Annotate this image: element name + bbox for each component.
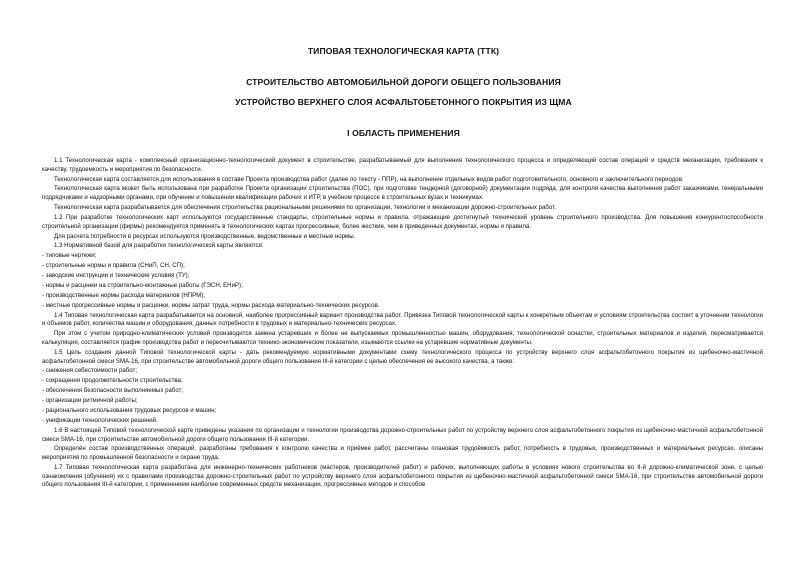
paragraph: Технологическая карта составляется для использования в составе Проекта производства работ (далее по тексту - ППР), на выполнение отдельных видов работ подготовительного, основного и заключительного периодов. [54,175,684,183]
list-item: - типовые чертежи; [42,252,97,260]
paragraph-1-4: 1.4 Типовая технологическая карта разрабатывается на основной, наиболее прогрессивный вариант производства работ. Привязка Типовой технологической карты к конкретным объектам и условиям строительства состоит в уточнении технологии и объемов работ, количества машин и оборудования, данных потребности в трудовых и материально-технических ресурсах. [42,311,763,328]
list-item: - обеспечения безопасности выполняемых работ; [42,387,184,395]
list-item: - местные прогрессивные нормы и расценки, нормы затрат труда, нормы расхода материально-технических ресурсов. [42,301,380,309]
paragraph-1-1: 1.1 Технологическая карта - комплексный организационно-технологический документ в строительстве, разрабатываемый для выполнения технологического процесса и определяющий состав операций и средств механизации, требования к качеству, трудоемкость и мероприятия по безопасности. [42,157,763,173]
section-heading: I ОБЛАСТЬ ПРИМЕНЕНИЯ [347,128,460,138]
list-item: - рационального использования трудовых ресурсов и машин; [42,407,217,415]
paragraph: Определён состав производственных операций, разработаны требования к контролю качества и приёмке работ, рассчитаны плановая трудоёмкость работ, потребность в трудовых, производственных и материальных ресурсах, описаны мероприятия по промышленной безопасности и охране труда. [42,445,763,462]
paragraph: Для расчета потребности в ресурсах используются производственные, ведомственные и местные нормы. [54,232,356,240]
list-item: - заводские инструкции и технические условия (ТУ); [42,272,190,280]
document-subtitle-layer: УСТРОЙСТВО ВЕРХНЕГО СЛОЯ АСФАЛЬТОБЕТОННОГО ПОКРЫТИЯ ИЗ ЩМА [235,97,572,107]
paragraph: При этом с учетом природно-климатических условий производится замена устаревших и более не выпускаемых промышленностью машин, оборудования, технологической оснастки, строительных материалов и изделий, пересматривается калькуляция, составляется график производства работ и пересчитываются технико-экономические показатели, изымаются ссылки на устаревшие нормативные документы. [42,330,763,346]
paragraph: Технологическая карта может быть использована при разработке Проекта организации строительства (ПОС), при подготовке тендерной (договорной) документации подряда, для контроля качества выполнения работ заказчиками, генеральными подрядчиками и надзорными органами, при обучении и повышении квалификации рабочих и ИТР, в учебном процессе в строительных вузах и техникумах. [42,185,763,202]
document-title: ТИПОВАЯ ТЕХНОЛОГИЧЕСКАЯ КАРТА (ТТК) [307,46,500,56]
paragraph: Технологическая карта разрабатывается для обеспечения строительства рациональными решениями по организации, технологии и механизации дорожно-строительных работ. [54,204,556,212]
list-item: - производственные нормы расхода материалов (НПРМ); [42,291,205,299]
list-item: - нормы и расценки на строительно-монтажные работы (ГЭСН, ЕНиР); [42,282,243,290]
paragraph-1-2: 1.2 При разработке технологических карт используются государственные стандарты, строительные нормы и правила, отражающие достигнутый технический уровень строительного производства. Для повышения конкурентоспособности строительной организации (фирмы) рекомендуется применять в технологических картах прогрессивные, более жесткие, чем в приведенных документах, нормы и правила. [42,213,763,230]
list-item: - строительные нормы и правила (СНиП, СН, СП); [42,262,185,270]
paragraph-1-6: 1.6 В настоящей Типовой технологической карте приведены указания по организации и технологии производства дорожно-строительных работ по устройству верхнего слоя асфальтобетонного покрытия из щебеночно-мастичной асфальтобетонной смеси SMA-16, при строительстве автомобильной дороги общего пользования III-й категории. [42,426,763,443]
paragraph-1-5: 1.5 Цель создания данной Типовой технологической карты - дать рекомендуемую нормативными документами схему технологического процесса по устройству верхнего слоя асфальтобетонного покрытия из щебеночно-мастичной асфальтобетонной смеси SMA-16, при строительстве автомобильной дороги общего пользования III-й категории с целью обеспечения ее высокого качества, а также: [42,348,763,365]
document-subtitle-road: СТРОИТЕЛЬСТВО АВТОМОБИЛЬНОЙ ДОРОГИ ОБЩЕГО ПОЛЬЗОВАНИЯ [246,77,561,87]
list-item: - организации ритмичной работы; [42,397,138,405]
list-item: - унификации технологических решений. [42,416,158,424]
paragraph-1-7: 1.7 Типовая технологическая карта разработана для инженерно-технических работников (мастеров, производителей работ) и рабочих, выполняющих работы в условиях нового строительства во II-й дорожно-климатической зоне, с целью ознакомления (обучения) их с правилами производства дорожно-строительных работ по устройству верхнего слоя асфальтобетонного покрытия из щебеночно-мастичной асфальтобетонной смеси SMA-16, при строительстве автомобильной дороги общего пользования III-й категории, с применением наиболее современных средств механизации, прогрессивных методов и способов [42,464,763,489]
list-item: - снижения себестоимости работ; [42,367,138,375]
paragraph-1-3: 1.3 Нормативной базой для разработки технологической карты являются: [54,242,264,250]
document-body [42,157,763,491]
list-item: - сокращения продолжительности строительства; [42,377,183,385]
